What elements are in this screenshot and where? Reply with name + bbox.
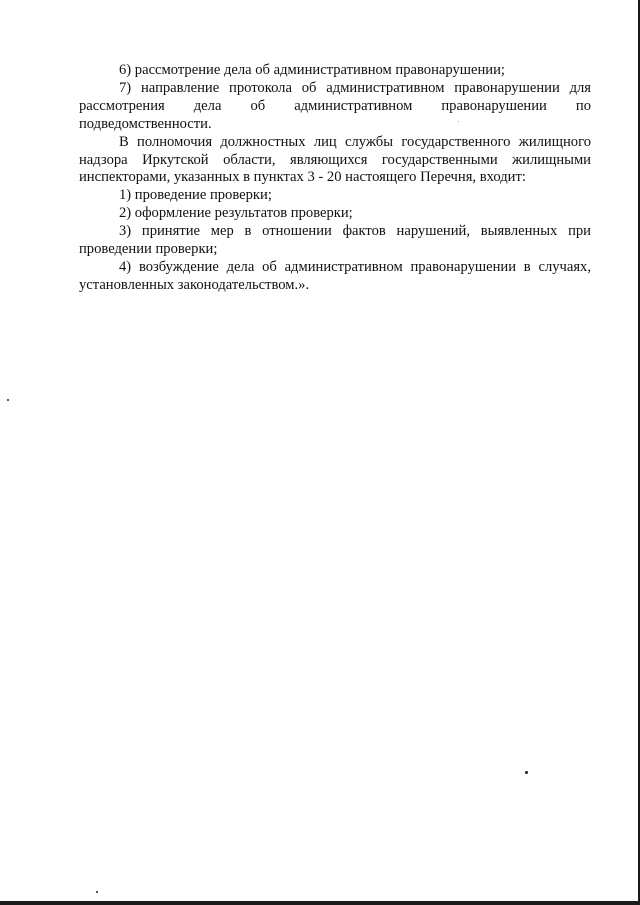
scan-bottom-edge: [0, 901, 640, 905]
paragraph-powers-intro: В полномочия должностных лиц службы государственного жилищного надзора Иркутской области, являющихся государственными жилищными инспекторами, указанных в пунктах 3 - 20 настоящего Перечня, входит:: [79, 133, 591, 186]
paragraph-power-4: 4) возбуждение дела об административном правонарушении в случаях, установленных законодательством.».: [79, 258, 591, 293]
paragraph-item-7: 7) направление протокола об административном правонарушении для рассмотрения дела об административном правонарушении по подведомственности.: [79, 79, 591, 132]
paragraph-power-2: 2) оформление результатов проверки;: [119, 205, 353, 222]
document-body: [79, 62, 591, 295]
paragraph-power-3: 3) принятие мер в отношении фактов нарушений, выявленных при проведении проверки;: [79, 223, 591, 258]
paragraph-power-1: 1) проведение проверки;: [119, 187, 272, 204]
scan-speck: [7, 399, 9, 401]
scan-speck: [525, 771, 528, 774]
scan-speck: [96, 891, 98, 893]
scan-speck: [458, 121, 459, 122]
paragraph-item-6: 6) рассмотрение дела об административном правонарушении;: [119, 62, 505, 78]
